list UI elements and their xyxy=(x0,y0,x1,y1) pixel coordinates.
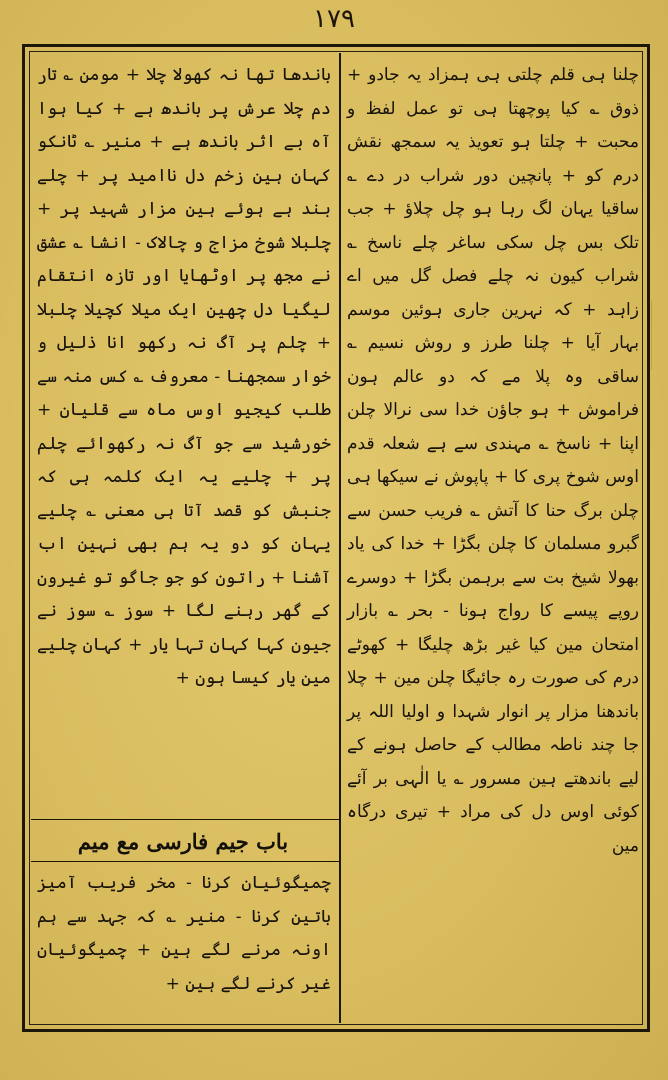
section-rule-bottom xyxy=(31,861,341,862)
section-rule-top xyxy=(31,819,341,820)
paper-fold-mark xyxy=(651,300,662,370)
chapter-heading: باب جیم فارسی مع میم xyxy=(77,829,289,854)
page-border-frame xyxy=(22,44,650,1032)
left-column-bottom-text: چمیگوئیان کرنا - مخر فریب آمیز باتین کرنا - منیر ؎ کہ جہد سے ہم اونہ مرنے لگے ہین + چمیگوئیان غیر کرنے لگے ہین + xyxy=(37,873,331,994)
right-column xyxy=(347,59,639,863)
left-column-top-text: باندھا تھا نہ کھولا چلا + مومن ؎ تار دم چلا عرش پر باندھ ہے + کیا ہوا آہ بے اثر باندھ ہے + منیر ؎ ٹانکو کہان ہین زخم دل ناامید پر + چلے بند ہے ہوئے ہین مزار شہید پر + چلبلا شوخ مزاج و چالاک - انشا ؎ عشق نے مجھ پر اوٹھایا اور تازہ انتقام لیگیا دل چھین ایک میلا کچیلا چلبلا + چلم پر آگ نہ رکھو انا ذلیل و خوار سمجھنا - معروف ؎ کس منہ سے طلب کیجیو اوس ماہ سے قلیان + خورشید سے جو آگ نہ رکھوائے چلم پر + چلیے یہ ایک کلمہ ہی کہ جنبش کو قصد آتا ہی معنی ؎ چلیے یہان کو دو یہ ہم بھی نہین اب آشنا + راتون کو جو جاگو تو غیرون کے گھر رہنے لگا + سوز ؎ سوز نے جیون کہا کہان تہا یار + کہان چلیے مین یار کیسا ہون + xyxy=(37,65,331,688)
page-number: ۱۷۹ xyxy=(313,4,355,34)
left-column-top xyxy=(37,59,331,696)
right-column-text: چلنا ہی قلم چلتی ہی ہمزاد یہ جادو + ذوق ؎ کیا پوچھتا ہی تو عمل لفظ و محبت + چلتا ہو تعویذ یہ سمجھ نقش درم کو + پانچین دور شراب در دے ؎ ساقیا یہان لگ رہا ہو چل چلاؤ + جب تلک بس چل سکی ساغر چلے ناسخ ؎ شراب کیون نہ چلے فصل گل میں اے زاہد + کہ نہرین جاری ہوئین موسم بہار آیا + چلنا طرز و روش نسیم ؎ ساقی وہ پلا مے کہ دو عالم ہون فراموش + ہو جاؤن خدا سی نرالا چلن اپنا + ناسخ ؎ مہندی سے ہے شعلہ قدم اوس شوخ پری کا + پاپوش نے سیکھا ہی چلن برگ حنا کا آتش ؎ فریب حسن سے گبرو مسلمان کا چلن بگڑا + خدا کی یاد بھولا شیخ بت سے برہمن بگڑا + دوسرے روپے پیسے کا رواج ہونا - بحر ؎ بازار امتحان مین کیا غیر بڑھ چلیگا + کھوٹے درم کی صورت رہ جائیگا چلن مین + چلا باندھنا مزار پر انوار شہدا و اولیا اللہ پر جا چند ناطہ مطالب کے حاصل ہونے کے لیے باندھتے ہین مسرور ؎ یا الٰہی بر آئے کوئی اوس دل کی مراد + تیری درگاہ مین xyxy=(347,65,639,856)
left-column-bottom xyxy=(37,867,331,1001)
column-divider xyxy=(339,53,341,1023)
